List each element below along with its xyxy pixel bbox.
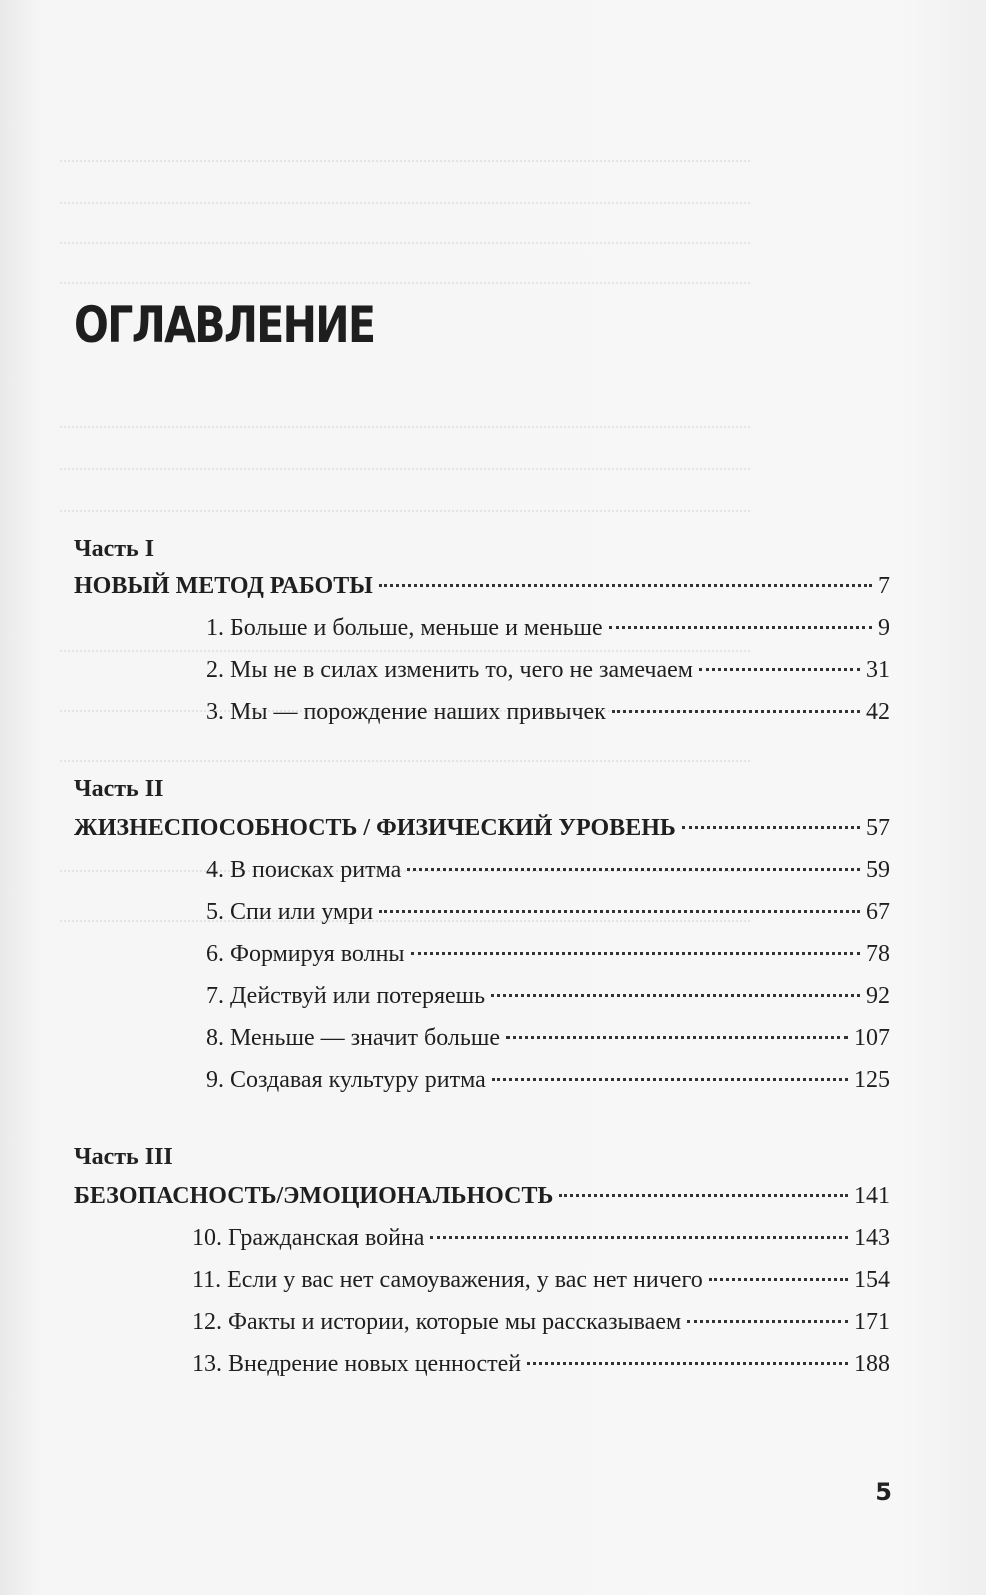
chapter-title: 11. Если у вас нет самоуважения, у вас нет ничего — [192, 1267, 703, 1293]
toc-chapter-entry — [206, 854, 890, 886]
toc-chapter-entry — [206, 654, 890, 686]
toc-chapter-entry — [206, 1022, 890, 1054]
dot-leader — [379, 584, 872, 587]
dot-leader — [407, 868, 860, 871]
toc-chapter-entry — [206, 896, 890, 928]
dot-leader — [491, 994, 860, 997]
chapter-title: 2. Мы не в силах изменить то, чего не замечаем — [206, 657, 693, 683]
page-ref: 67 — [866, 899, 890, 925]
page-ref: 143 — [854, 1225, 890, 1251]
part-label: Часть I — [74, 536, 155, 562]
chapter-title: 1. Больше и больше, меньше и меньше — [206, 615, 603, 641]
chapter-title: 6. Формируя волны — [206, 941, 405, 967]
chapter-title: 13. Внедрение новых ценностей — [192, 1351, 522, 1377]
part-title: ЖИЗНЕСПОСОБНОСТЬ / ФИЗИЧЕСКИЙ УРОВЕНЬ — [74, 815, 676, 841]
dot-leader — [527, 1362, 848, 1365]
chapter-title: 5. Спи или умри — [206, 899, 374, 925]
part-label: Часть II — [74, 776, 164, 802]
toc-chapter-entry — [206, 938, 890, 970]
toc-chapter-entry — [192, 1306, 890, 1338]
toc-chapter-entry — [206, 696, 890, 728]
chapter-title: 10. Гражданская война — [192, 1225, 425, 1251]
page-ref: 9 — [878, 615, 890, 641]
toc-chapter-entry — [206, 612, 890, 644]
page-ref: 188 — [854, 1351, 890, 1377]
page-ref: 7 — [878, 573, 890, 599]
chapter-title: 4. В поисках ритма — [206, 857, 402, 883]
dot-leader — [687, 1320, 848, 1323]
chapter-title: 7. Действуй или потеряешь — [206, 983, 486, 1009]
page-ref: 125 — [854, 1067, 890, 1093]
dot-leader — [379, 910, 860, 913]
toc-chapter-entry — [192, 1348, 890, 1380]
page-title: ОГЛАВЛЕНИЕ — [74, 296, 375, 354]
dot-leader — [699, 668, 860, 671]
toc-part-entry — [74, 570, 890, 602]
dot-leader — [506, 1036, 848, 1039]
page-ref: 59 — [866, 857, 890, 883]
chapter-title: 3. Мы — порождение наших привычек — [206, 699, 606, 725]
page-number: 5 — [875, 1478, 892, 1506]
chapter-title: 12. Факты и истории, которые мы рассказываем — [192, 1309, 682, 1335]
part-title: НОВЫЙ МЕТОД РАБОТЫ — [74, 573, 373, 599]
page-ref: 154 — [854, 1267, 890, 1293]
dot-leader — [682, 826, 860, 829]
part-title: БЕЗОПАСНОСТЬ/ЭМОЦИОНАЛЬНОСТЬ — [74, 1183, 554, 1209]
dot-leader — [559, 1194, 848, 1197]
page-ref: 141 — [854, 1183, 890, 1209]
toc-chapter-entry — [192, 1222, 890, 1254]
chapter-title: 9. Создавая культуру ритма — [206, 1067, 486, 1093]
toc-chapter-entry — [206, 980, 890, 1012]
toc-part-entry — [74, 1180, 890, 1212]
page-ref: 107 — [854, 1025, 890, 1051]
dot-leader — [709, 1278, 848, 1281]
dot-leader — [609, 626, 872, 629]
page-ref: 171 — [854, 1309, 890, 1335]
part-label: Часть III — [74, 1144, 173, 1170]
dot-leader — [612, 710, 860, 713]
page-ref: 31 — [866, 657, 890, 683]
dot-leader — [411, 952, 860, 955]
dot-leader — [430, 1236, 848, 1239]
page-ref: 92 — [866, 983, 890, 1009]
toc-chapter-entry — [192, 1264, 890, 1296]
chapter-title: 8. Меньше — значит больше — [206, 1025, 500, 1051]
toc-chapter-entry — [206, 1064, 890, 1096]
page-ref: 42 — [866, 699, 890, 725]
page-ref: 78 — [866, 941, 890, 967]
toc-part-entry — [74, 812, 890, 844]
page-ref: 57 — [866, 815, 890, 841]
dot-leader — [492, 1078, 848, 1081]
